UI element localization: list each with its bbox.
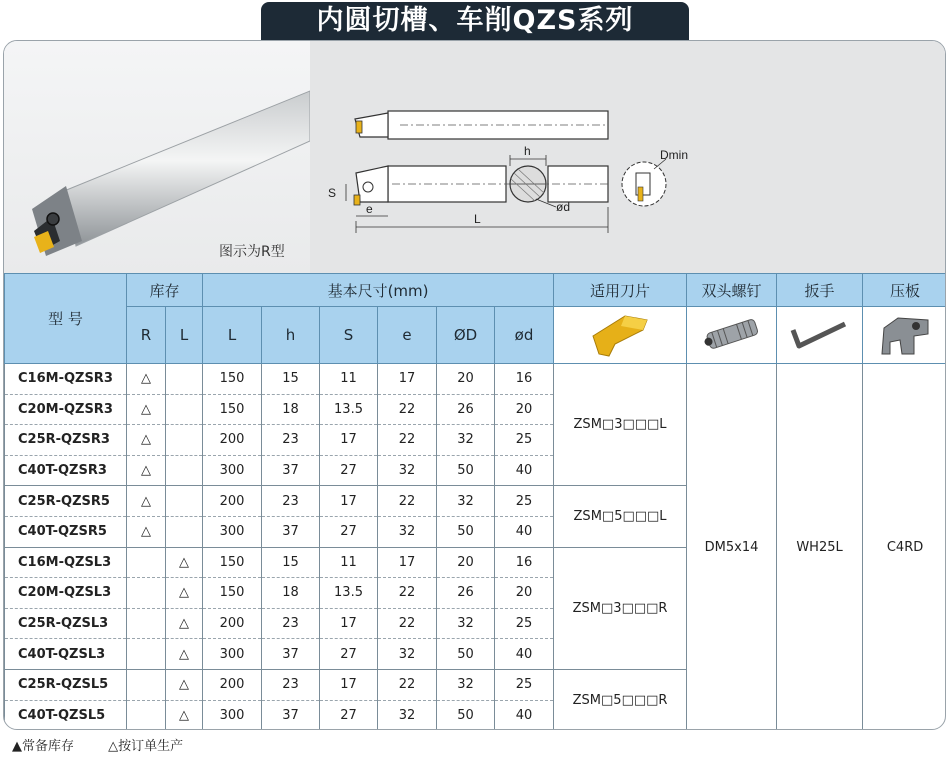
cell-L: 300 bbox=[203, 639, 262, 670]
cell-S: 11 bbox=[320, 547, 378, 578]
header-stock-l: L bbox=[166, 307, 203, 364]
header-dim-s: S bbox=[320, 307, 378, 364]
cell-wrench: WH25L bbox=[777, 364, 863, 731]
cell-D: 32 bbox=[437, 425, 495, 456]
cell-L: 150 bbox=[203, 547, 262, 578]
cell-r bbox=[127, 700, 166, 730]
product-images bbox=[4, 41, 946, 273]
header-model: 型 号 bbox=[5, 274, 127, 364]
cell-l: △ bbox=[166, 608, 203, 639]
cell-D: 50 bbox=[437, 455, 495, 486]
cell-h: 37 bbox=[262, 516, 320, 547]
cell-h: 18 bbox=[262, 578, 320, 609]
legend bbox=[12, 735, 213, 754]
cell-r: △ bbox=[127, 425, 166, 456]
cell-h: 23 bbox=[262, 425, 320, 456]
dim-h-label: h bbox=[524, 144, 531, 158]
cell-D: 26 bbox=[437, 394, 495, 425]
dim-e-label: e bbox=[366, 202, 373, 216]
cell-d: 40 bbox=[495, 516, 554, 547]
insert-image bbox=[554, 307, 687, 364]
cell-d: 40 bbox=[495, 700, 554, 730]
cell-e: 22 bbox=[378, 608, 437, 639]
cell-model: C40T-QZSR3 bbox=[5, 455, 127, 486]
boring-bar-photo bbox=[4, 41, 310, 273]
cell-d: 16 bbox=[495, 547, 554, 578]
cell-e: 32 bbox=[378, 455, 437, 486]
cell-r: △ bbox=[127, 455, 166, 486]
cell-h: 37 bbox=[262, 639, 320, 670]
cell-model: C25R-QZSR5 bbox=[5, 486, 127, 517]
cell-d: 16 bbox=[495, 364, 554, 395]
cell-L: 300 bbox=[203, 455, 262, 486]
cell-l bbox=[166, 394, 203, 425]
cell-D: 20 bbox=[437, 547, 495, 578]
clamp-icon bbox=[870, 308, 940, 358]
cell-D: 32 bbox=[437, 669, 495, 700]
cell-r bbox=[127, 608, 166, 639]
cell-h: 15 bbox=[262, 364, 320, 395]
cell-clamp: C4RD bbox=[863, 364, 946, 731]
screw-icon bbox=[697, 308, 767, 358]
cell-r: △ bbox=[127, 486, 166, 517]
cell-h: 23 bbox=[262, 669, 320, 700]
cell-e: 22 bbox=[378, 394, 437, 425]
cell-e: 32 bbox=[378, 516, 437, 547]
cell-L: 200 bbox=[203, 425, 262, 456]
cell-d: 25 bbox=[495, 425, 554, 456]
header-dim-l: L bbox=[203, 307, 262, 364]
insert-icon bbox=[585, 308, 655, 358]
cell-l bbox=[166, 455, 203, 486]
header-clamp: 压板 bbox=[863, 274, 946, 307]
cell-d: 20 bbox=[495, 394, 554, 425]
cell-S: 11 bbox=[320, 364, 378, 395]
wrench-image bbox=[777, 307, 863, 364]
clamp-image bbox=[863, 307, 946, 364]
cell-model: C40T-QZSR5 bbox=[5, 516, 127, 547]
cell-D: 50 bbox=[437, 700, 495, 730]
cell-d: 40 bbox=[495, 455, 554, 486]
spec-table-body bbox=[5, 364, 947, 731]
cell-D: 32 bbox=[437, 486, 495, 517]
cell-model: C25R-QZSL3 bbox=[5, 608, 127, 639]
technical-drawing bbox=[310, 41, 946, 273]
cell-S: 17 bbox=[320, 669, 378, 700]
cell-L: 150 bbox=[203, 394, 262, 425]
page-title: 内圆切槽、车削QZS系列 bbox=[261, 2, 689, 40]
cell-r bbox=[127, 578, 166, 609]
dim-dmin-label: Dmin bbox=[660, 148, 689, 162]
cell-h: 23 bbox=[262, 486, 320, 517]
dim-od-label: ød bbox=[556, 200, 571, 214]
cell-h: 23 bbox=[262, 608, 320, 639]
cell-d: 25 bbox=[495, 486, 554, 517]
cell-d: 25 bbox=[495, 608, 554, 639]
cell-model: C16M-QZSL3 bbox=[5, 547, 127, 578]
header-dim-h: h bbox=[262, 307, 320, 364]
header-screw: 双头螺钉 bbox=[687, 274, 777, 307]
header-dim-bigd: ØD bbox=[437, 307, 495, 364]
cell-S: 27 bbox=[320, 455, 378, 486]
cell-L: 300 bbox=[203, 516, 262, 547]
header-dim-e: e bbox=[378, 307, 437, 364]
cell-l: △ bbox=[166, 547, 203, 578]
cell-d: 25 bbox=[495, 669, 554, 700]
legend-stock: ▲常备库存 bbox=[12, 739, 74, 754]
spec-table bbox=[4, 273, 946, 730]
cell-S: 17 bbox=[320, 425, 378, 456]
cell-D: 32 bbox=[437, 608, 495, 639]
dim-l-label: L bbox=[474, 212, 481, 226]
cell-model: C20M-QZSL3 bbox=[5, 578, 127, 609]
cell-L: 200 bbox=[203, 669, 262, 700]
header-dim-smalld: ød bbox=[495, 307, 554, 364]
cell-l: △ bbox=[166, 639, 203, 670]
cell-h: 37 bbox=[262, 455, 320, 486]
cell-insert-group: ZSM□3□□□R bbox=[554, 547, 687, 669]
header-insert: 适用刀片 bbox=[554, 274, 687, 307]
table-row bbox=[5, 364, 947, 395]
cell-model: C25R-QZSR3 bbox=[5, 425, 127, 456]
cell-e: 22 bbox=[378, 425, 437, 456]
cell-r bbox=[127, 547, 166, 578]
cell-e: 22 bbox=[378, 486, 437, 517]
cell-l: △ bbox=[166, 578, 203, 609]
cell-screw: DM5x14 bbox=[687, 364, 777, 731]
cell-e: 17 bbox=[378, 547, 437, 578]
cell-S: 13.5 bbox=[320, 578, 378, 609]
cell-S: 27 bbox=[320, 700, 378, 730]
cell-L: 200 bbox=[203, 486, 262, 517]
header-wrench: 扳手 bbox=[777, 274, 863, 307]
cell-L: 150 bbox=[203, 578, 262, 609]
cell-model: C40T-QZSL3 bbox=[5, 639, 127, 670]
cell-model: C20M-QZSR3 bbox=[5, 394, 127, 425]
cell-insert-group: ZSM□3□□□L bbox=[554, 364, 687, 486]
cell-l bbox=[166, 364, 203, 395]
technical-drawing-panel bbox=[310, 41, 946, 273]
cell-insert-group: ZSM□5□□□L bbox=[554, 486, 687, 547]
cell-h: 18 bbox=[262, 394, 320, 425]
cell-S: 17 bbox=[320, 608, 378, 639]
cell-S: 27 bbox=[320, 639, 378, 670]
legend-order: △按订单生产 bbox=[108, 739, 184, 754]
cell-r bbox=[127, 639, 166, 670]
cell-model: C40T-QZSL5 bbox=[5, 700, 127, 730]
cell-insert-group: ZSM□5□□□R bbox=[554, 669, 687, 730]
image-caption: 图示为R型 bbox=[219, 244, 285, 260]
header-stock: 库存 bbox=[127, 274, 203, 307]
cell-D: 26 bbox=[437, 578, 495, 609]
cell-S: 13.5 bbox=[320, 394, 378, 425]
cell-r: △ bbox=[127, 394, 166, 425]
cell-D: 50 bbox=[437, 516, 495, 547]
cell-model: C16M-QZSR3 bbox=[5, 364, 127, 395]
cell-D: 20 bbox=[437, 364, 495, 395]
cell-r: △ bbox=[127, 364, 166, 395]
cell-r: △ bbox=[127, 516, 166, 547]
cell-d: 20 bbox=[495, 578, 554, 609]
cell-L: 200 bbox=[203, 608, 262, 639]
cell-l bbox=[166, 425, 203, 456]
catalog-frame bbox=[3, 40, 946, 730]
cell-L: 150 bbox=[203, 364, 262, 395]
cell-e: 22 bbox=[378, 669, 437, 700]
cell-model: C25R-QZSL5 bbox=[5, 669, 127, 700]
boring-bar-icon bbox=[4, 41, 310, 273]
cell-h: 37 bbox=[262, 700, 320, 730]
cell-h: 15 bbox=[262, 547, 320, 578]
header-stock-r: R bbox=[127, 307, 166, 364]
cell-e: 22 bbox=[378, 578, 437, 609]
cell-e: 17 bbox=[378, 364, 437, 395]
cell-l: △ bbox=[166, 669, 203, 700]
cell-r bbox=[127, 669, 166, 700]
wrench-icon bbox=[785, 308, 855, 358]
cell-l: △ bbox=[166, 700, 203, 730]
cell-L: 300 bbox=[203, 700, 262, 730]
header-dimensions: 基本尺寸(mm) bbox=[203, 274, 554, 307]
cell-d: 40 bbox=[495, 639, 554, 670]
dim-s-label: S bbox=[328, 186, 337, 200]
title-wrap bbox=[0, 0, 950, 40]
screw-image bbox=[687, 307, 777, 364]
cell-S: 17 bbox=[320, 486, 378, 517]
cell-l bbox=[166, 516, 203, 547]
cell-l bbox=[166, 486, 203, 517]
cell-e: 32 bbox=[378, 639, 437, 670]
cell-D: 50 bbox=[437, 639, 495, 670]
cell-e: 32 bbox=[378, 700, 437, 730]
cell-S: 27 bbox=[320, 516, 378, 547]
